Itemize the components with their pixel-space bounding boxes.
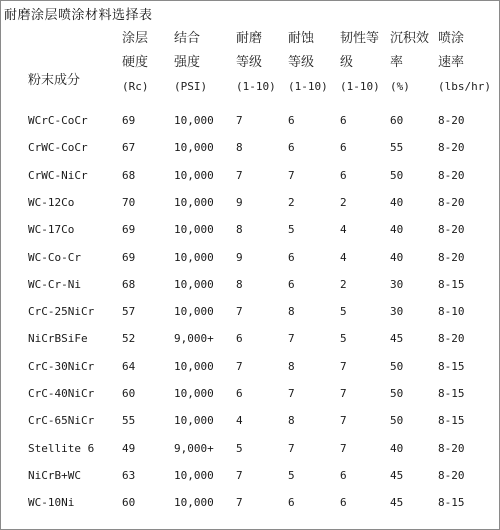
- table-cell: 30: [390, 277, 404, 291]
- table-cell: 6: [340, 168, 347, 182]
- powder-name: WC-10Ni: [28, 496, 75, 510]
- powder-name: WC-12Co: [28, 195, 75, 209]
- table-cell: 40: [390, 195, 404, 209]
- powder-name: CrC-25NiCr: [28, 305, 95, 319]
- table-cell: 7: [288, 441, 295, 455]
- table-cell: 30: [390, 305, 404, 319]
- table-cell: 68: [122, 277, 136, 291]
- table-cell: 8: [288, 305, 295, 319]
- table-cell: 7: [236, 305, 243, 319]
- table-cell: 8-20: [438, 250, 465, 264]
- table-cell: 5: [340, 332, 347, 346]
- column-header-unit: (1-10): [340, 80, 380, 93]
- table-cell: 8-20: [438, 468, 465, 482]
- table-cell: 6: [340, 141, 347, 155]
- column-header-line1: 韧性等: [340, 31, 380, 46]
- table-cell: 10,000: [174, 414, 214, 428]
- table-cell: 7: [236, 359, 243, 373]
- table-cell: 10,000: [174, 496, 214, 510]
- table-row: [0, 114, 500, 134]
- table-cell: 7: [236, 468, 243, 482]
- column-header-line1: 沉积效: [390, 31, 430, 46]
- table-row: [0, 141, 500, 161]
- table-row: [0, 332, 500, 352]
- table-cell: 4: [340, 250, 347, 264]
- table-cell: 10,000: [174, 387, 214, 400]
- table-cell: 8: [236, 277, 243, 291]
- table-cell: 8: [288, 359, 295, 373]
- table-cell: 7: [288, 387, 295, 400]
- column-header-line1: 涂层: [122, 31, 149, 46]
- table-row: [0, 469, 500, 489]
- table-cell: 6: [236, 387, 243, 400]
- table-row: [0, 305, 500, 325]
- table-cell: 8-20: [438, 441, 465, 455]
- table-cell: 9: [236, 195, 243, 209]
- table-cell: 55: [122, 414, 136, 428]
- table-cell: 69: [122, 114, 136, 127]
- table-cell: 6: [288, 141, 295, 155]
- table-cell: 10,000: [174, 141, 214, 155]
- table-cell: 8-15: [438, 414, 465, 428]
- table-cell: 40: [390, 223, 404, 237]
- table-cell: 40: [390, 250, 404, 264]
- table-cell: 10,000: [174, 250, 214, 264]
- table-cell: 8-10: [438, 305, 465, 319]
- table-cell: 2: [340, 195, 347, 209]
- powder-name: Stellite 6: [28, 441, 95, 455]
- table-cell: 10,000: [174, 359, 214, 373]
- column-header-unit: (PSI): [174, 80, 208, 93]
- table-cell: 8-15: [438, 387, 465, 400]
- column-header-line1: 喷涂: [438, 31, 465, 46]
- column-header-line2: 率: [390, 55, 404, 70]
- table-cell: 9: [236, 250, 243, 264]
- table-cell: 5: [288, 468, 295, 482]
- column-header: [438, 31, 491, 103]
- powder-name: NiCrB+WC: [28, 468, 81, 482]
- column-header-line2: 速率: [438, 55, 465, 70]
- powder-name: WC-17Co: [28, 223, 75, 237]
- table-cell: 60: [122, 496, 136, 510]
- table-cell: 40: [390, 441, 404, 455]
- table-cell: 8: [236, 223, 243, 237]
- table-cell: 5: [340, 305, 347, 319]
- table-cell: 63: [122, 468, 136, 482]
- powder-name: WCrC-CoCr: [28, 114, 88, 127]
- table-cell: 8-20: [438, 168, 465, 182]
- table-cell: 8-15: [438, 496, 465, 510]
- table-cell: 8-15: [438, 277, 465, 291]
- table-row: [0, 496, 500, 516]
- table-row: [0, 169, 500, 189]
- table-cell: 6: [288, 277, 295, 291]
- table-cell: 50: [390, 168, 404, 182]
- table-cell: 8-20: [438, 195, 465, 209]
- column-header-line2: 等级: [288, 55, 315, 70]
- table-row: [0, 442, 500, 462]
- table-cell: 55: [390, 141, 404, 155]
- table-cell: 10,000: [174, 277, 214, 291]
- table-cell: 8-15: [438, 359, 465, 373]
- column-header-unit: (%): [390, 80, 410, 93]
- table-cell: 4: [236, 414, 243, 428]
- powder-name: CrC-65NiCr: [28, 414, 95, 428]
- table-cell: 70: [122, 195, 136, 209]
- column-header-unit: (Rc): [122, 80, 149, 93]
- table-cell: 8: [288, 414, 295, 428]
- table-cell: 6: [288, 496, 295, 510]
- table-cell: 7: [236, 114, 243, 127]
- table-cell: 57: [122, 305, 136, 319]
- table-cell: 7: [340, 441, 347, 455]
- column-header-line2: 级: [340, 55, 354, 70]
- table-row: [0, 278, 500, 298]
- table-cell: 10,000: [174, 468, 214, 482]
- column-header-unit: (lbs/hr): [438, 80, 491, 93]
- column-header: [236, 31, 276, 103]
- table-cell: 6: [288, 114, 295, 127]
- column-header-line1: 耐磨: [236, 31, 263, 46]
- table-cell: 6: [288, 250, 295, 264]
- table-row: [0, 387, 500, 407]
- row-header-label: 粉末成分: [28, 73, 81, 88]
- table-cell: 8-20: [438, 114, 465, 127]
- column-header: [390, 31, 429, 103]
- table-row: [0, 414, 500, 434]
- table-cell: 7: [236, 496, 243, 510]
- table-cell: 60: [122, 387, 136, 400]
- column-header: [288, 31, 328, 103]
- table-cell: 8-20: [438, 223, 465, 237]
- table-cell: 5: [288, 223, 295, 237]
- table-cell: 50: [390, 387, 404, 400]
- powder-name: CrWC-CoCr: [28, 141, 88, 155]
- table-row: [0, 223, 500, 243]
- column-header-line2: 硬度: [122, 55, 149, 70]
- powder-name: CrC-30NiCr: [28, 359, 95, 373]
- table-cell: 6: [236, 332, 243, 346]
- table-cell: 45: [390, 496, 404, 510]
- table-cell: 49: [122, 441, 136, 455]
- column-header: [340, 31, 380, 103]
- table-cell: 68: [122, 168, 136, 182]
- table-cell: 4: [340, 223, 347, 237]
- table-cell: 10,000: [174, 305, 214, 319]
- table-cell: 50: [390, 414, 404, 428]
- table-cell: 8: [236, 141, 243, 155]
- table-cell: 7: [340, 414, 347, 428]
- powder-name: WC-Cr-Ni: [28, 277, 81, 291]
- column-header-line2: 强度: [174, 55, 201, 70]
- powder-name: NiCrBSiFe: [28, 332, 88, 346]
- column-header-line1: 结合: [174, 31, 201, 46]
- table-cell: 10,000: [174, 223, 214, 237]
- table-cell: 6: [340, 496, 347, 510]
- table-cell: 2: [340, 277, 347, 291]
- powder-name: CrC-40NiCr: [28, 387, 95, 400]
- column-header-line1: 耐蚀: [288, 31, 315, 46]
- table-row: [0, 196, 500, 216]
- table-cell: 64: [122, 359, 136, 373]
- table-cell: 45: [390, 332, 404, 346]
- column-header: [122, 31, 149, 103]
- table-cell: 8-20: [438, 332, 465, 346]
- column-header: [174, 31, 207, 103]
- table-cell: 10,000: [174, 195, 214, 209]
- table-row: [0, 360, 500, 380]
- page-title: 耐磨涂层喷涂材料选择表: [4, 8, 153, 23]
- powder-name: CrWC-NiCr: [28, 168, 88, 182]
- table-cell: 5: [236, 441, 243, 455]
- table-cell: 8-20: [438, 141, 465, 155]
- table-cell: 7: [288, 168, 295, 182]
- table-cell: 7: [340, 359, 347, 373]
- table-cell: 9,000+: [174, 332, 214, 346]
- table-cell: 45: [390, 468, 404, 482]
- table-cell: 6: [340, 468, 347, 482]
- table-cell: 10,000: [174, 168, 214, 182]
- column-header-line2: 等级: [236, 55, 263, 70]
- table-cell: 60: [390, 114, 404, 127]
- table-cell: 69: [122, 223, 136, 237]
- table-cell: 7: [288, 332, 295, 346]
- table-row: [0, 251, 500, 271]
- table-cell: 52: [122, 332, 136, 346]
- column-header-unit: (1-10): [288, 80, 328, 93]
- table-cell: 9,000+: [174, 441, 214, 455]
- table-cell: 10,000: [174, 114, 214, 127]
- table-cell: 7: [340, 387, 347, 400]
- table-cell: 2: [288, 195, 295, 209]
- column-header-unit: (1-10): [236, 80, 276, 93]
- table-cell: 67: [122, 141, 136, 155]
- table-cell: 6: [340, 114, 347, 127]
- table-cell: 69: [122, 250, 136, 264]
- powder-name: WC-Co-Cr: [28, 250, 81, 264]
- table-cell: 7: [236, 168, 243, 182]
- table-cell: 50: [390, 359, 404, 373]
